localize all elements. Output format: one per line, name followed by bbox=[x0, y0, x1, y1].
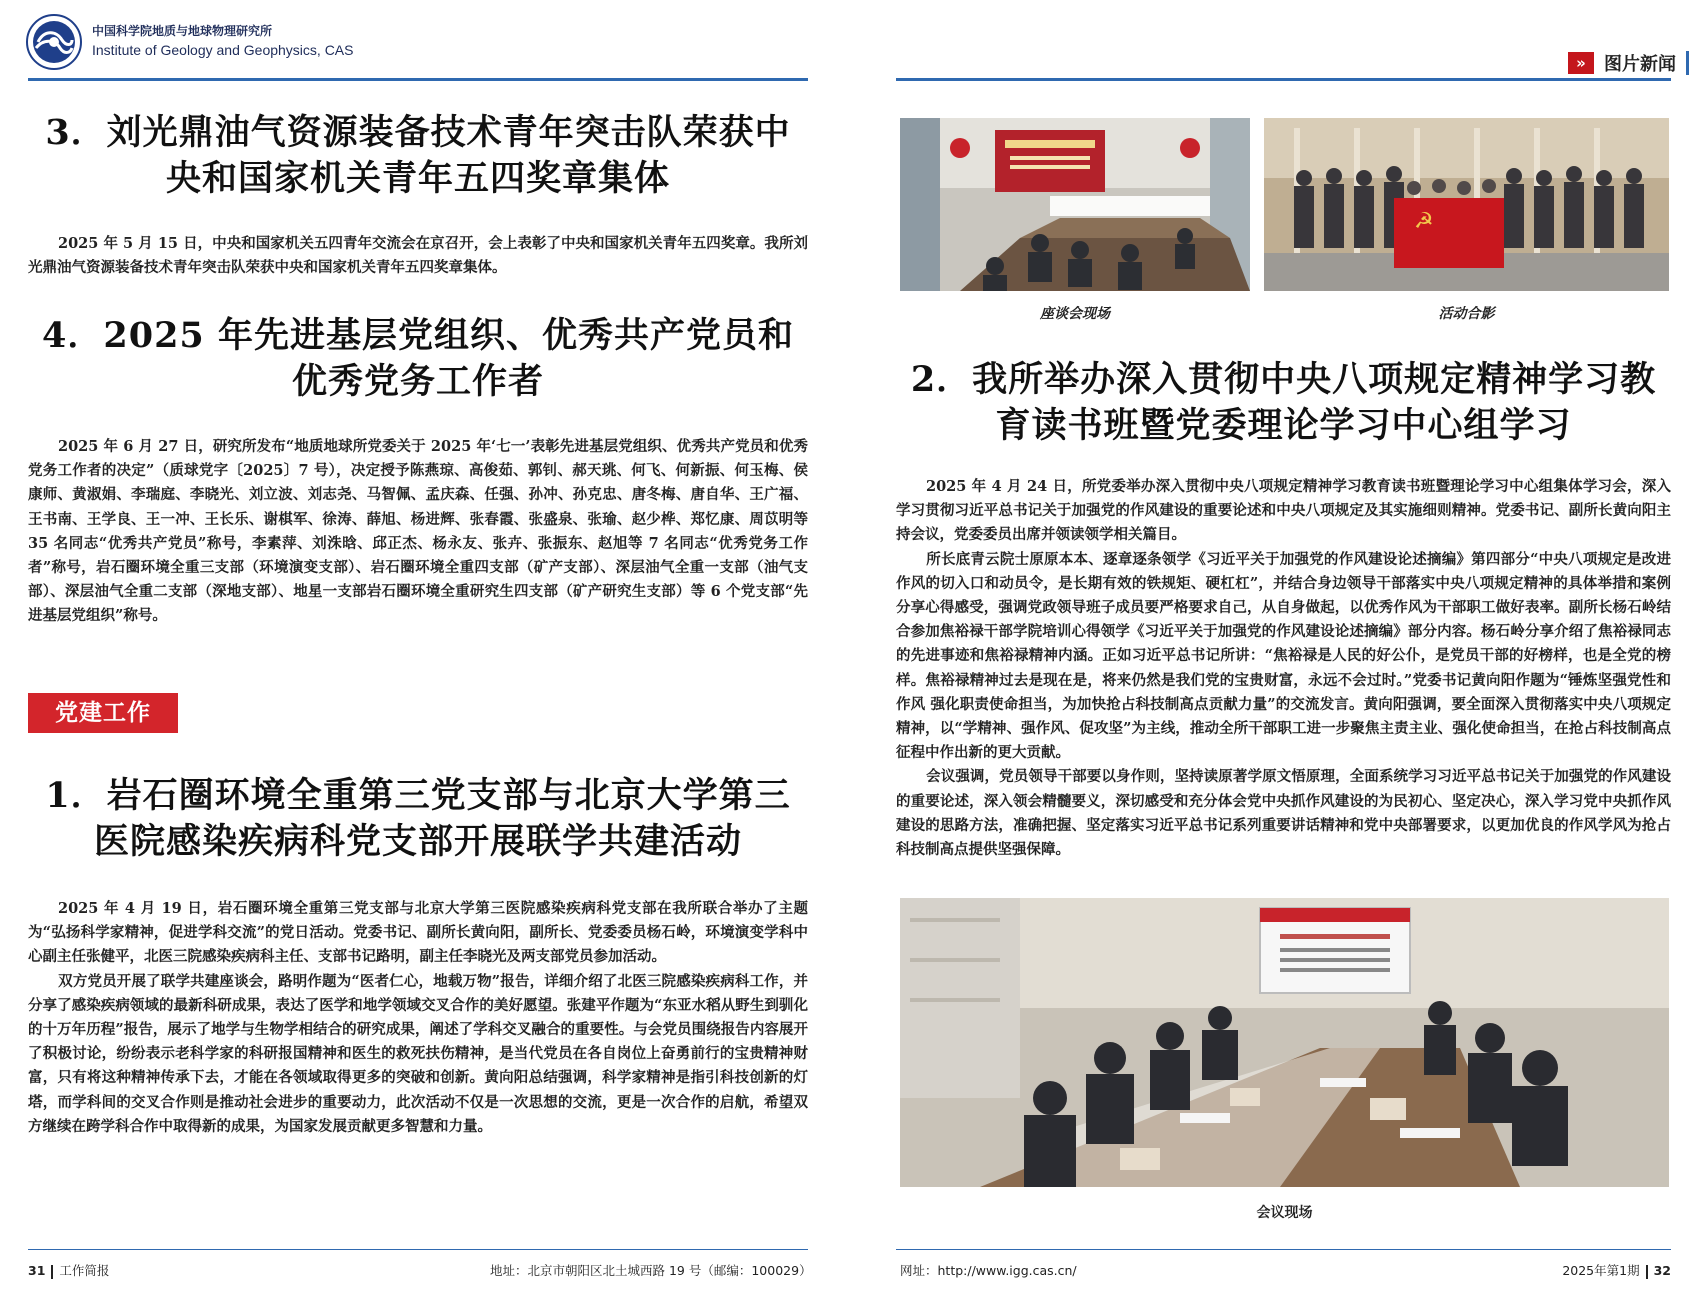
section-3-title-line2: 央和国家机关青年五四奖章集体 bbox=[165, 158, 670, 199]
group-photo-image bbox=[1264, 118, 1669, 291]
section-tag-bar bbox=[1686, 51, 1689, 75]
right-page bbox=[850, 0, 1700, 1298]
section-1-para2: 双方党员开展了联学共建座谈会，路明作题为“医者仁心，地载万物”报告，详细介绍了北医三院感染疾病科工作，并分享了感染疾病领域的最新科研成果，表达了医学和地学领域交叉合作的美好愿望。张建平作题为“东亚水稻从野生到驯化的十万年历程”报告，展示了地学与生物学相结合的研究成果，阐述了学科交叉融合的重要性。与会党员围绕报告内容展开了积极讨论，纷纷表示老科学家的科研报国精神和医生的救死扶伤精神，是当代党员在各自岗位上奋勇前行的宝贵精神财富，只有将这种精神传承下去，才能在各领域取得更多的突破和创新。黄向阳总结强调，科学家精神是指引科技创新的灯塔，而学科间的交叉合作则是推动社会进步的重要动力，此次活动不仅是一次思想的交流，更是一次合作的启航，希望双方继续在跨学科合作中取得新的成果，为国家发展贡献更多智慧和力量。 bbox=[28, 972, 808, 1135]
section-2-title-line1: 2．我所举办深入贯彻中央八项规定精神学习教 bbox=[910, 359, 1657, 400]
photo3-caption: 会议现场 bbox=[1256, 1205, 1313, 1221]
section-2-title-line2: 育读书班暨党委理论学习中心组学习 bbox=[995, 405, 1572, 446]
section-tag bbox=[1568, 50, 1689, 76]
footer-left-pub bbox=[28, 1261, 109, 1279]
section-3-title bbox=[28, 110, 808, 202]
section-1-body bbox=[28, 897, 808, 1139]
section-4-title-line2: 优秀党务工作者 bbox=[291, 361, 544, 402]
section-4-body bbox=[28, 435, 808, 629]
institute-name-en: Institute of Geology and Geophysics, CAS bbox=[92, 42, 354, 58]
header-rule bbox=[896, 78, 1671, 81]
section-1-title bbox=[28, 773, 808, 865]
footer-issue bbox=[1370, 1261, 1671, 1279]
photo-conference bbox=[900, 898, 1669, 1187]
section-4-title bbox=[28, 313, 808, 405]
photo1-caption: 座谈会现场 bbox=[1040, 306, 1110, 322]
party-building-badge: 党建工作 bbox=[28, 693, 178, 733]
section-tag-label: 图片新闻 bbox=[1604, 54, 1676, 75]
section-2-body bbox=[896, 475, 1671, 862]
footer-rule bbox=[896, 1249, 1671, 1250]
meeting-room-image bbox=[900, 118, 1250, 291]
section-2-title bbox=[896, 357, 1671, 449]
section-3-title-line1: 3．刘光鼎油气资源装备技术青年突击队荣获中 bbox=[45, 112, 791, 153]
section-2-para1: 2025 年 4 月 24 日，所党委举办深入贯彻中央八项规定精神学习教育读书班暨理论学习中心组集体学习会，深入学习贯彻习近平总书记关于加强党的作风建设的重要论述和中央八项规定及其实施细则精神。党委书记、副所长黄向阳主持会议，党委委员出席并领读领学相关篇目。 bbox=[896, 478, 1671, 544]
section-1-title-line1: 1．岩石圈环境全重第三党支部与北京大学第三 bbox=[45, 775, 791, 816]
photo-meeting-room bbox=[900, 118, 1250, 291]
photo-group bbox=[1264, 118, 1669, 291]
footer-rule bbox=[28, 1249, 808, 1250]
section-3-body bbox=[28, 232, 808, 280]
institute-logo-icon bbox=[26, 14, 82, 70]
section-3-body-text: 2025 年 5 月 15 日，中央和国家机关五四青年交流会在京召开，会上表彰了中央和国家机关青年五四奖章。我所刘光鼎油气资源装备技术青年突击队荣获中央和国家机关青年五四奖章集体。 bbox=[28, 235, 808, 277]
section-4-body-text: 2025 年 6 月 27 日，研究所发布“地质地球所党委关于 2025 年‘七一’表彰先进基层党组织、优秀共产党员和优秀党务工作者的决定”（质球党字〔2025〕7 号），决定授予陈燕琼、高俊茹、郭钊、郝天珧、何飞、何新振、何玉梅、侯康师、黄淑娟、李瑞庭、李晓光、刘立波、刘志尧、马智佩、孟庆森、任强、孙冲、孙克忠、唐冬梅、唐自华、王广福、王书南、王学良、王一冲、王长乐、谢棋军、徐涛、薛旭、杨进辉、张春霞、张盛泉、张瑜、赵少桦、郑忆康、周苡明等 35 名同志“优秀共产党员”称号，李素萍、刘洙晗、邱正杰、杨永友、张卉、张振东、赵旭等 7 名同志“优秀党务工作者”称号，岩石圈环境全重三支部（环境演变支部）、岩石圈环境全重四支部（矿产支部）、深层油气全重一支部（油气支部）、深层油气全重二支部（深地支部）、地星一支部岩石圈环境全重研究生四支部（矿产研究生支部）等 6 个党支部“先进基层党组织”称号。 bbox=[28, 438, 808, 625]
issue-label: 2025年第1期 bbox=[1562, 1263, 1640, 1278]
section-2-para3: 会议强调，党员领导干部要以身作则，坚持读原著学原文悟原理，全面系统学习习近平总书记关于加强党的作风建设的重要论述，深入领会精髓要义，深切感受和充分体会党中央抓作风建设的为民初心、坚定决心，深入学习党中央抓作风建设的思路方法，准确把握、坚定落实习近平总书记系列重要讲话精神和党中央部署要求，以更加优良的作风学风为抢占科技制高点提供坚强保障。 bbox=[896, 768, 1671, 859]
svg-text:☭: ☭ bbox=[1414, 209, 1434, 234]
section-1-para1: 2025 年 4 月 19 日，岩石圈环境全重第三党支部与北京大学第三医院感染疾病科党支部在我所联合举办了主题为“弘扬科学家精神，促进学科交流”的党日活动。党委书记、副所长黄向阳，副所长、党委委员杨石岭，环境演变学科中心副主任张健平，北医三院感染疾病科主任、支部书记路明，副主任李晓光及两支部党员参加活动。 bbox=[28, 900, 808, 966]
footer-website: 网址：http://www.igg.cas.cn/ bbox=[900, 1263, 1077, 1278]
photo2-caption: 活动合影 bbox=[1438, 306, 1495, 322]
page-number-right: 32 bbox=[1653, 1263, 1671, 1278]
page-number-left: 31 bbox=[28, 1263, 46, 1278]
section-2-para2: 所长底青云院士原原本本、逐章逐条领学《习近平关于加强党的作风建设论述摘编》第四部分“中央八项规定是改进作风的切入口和动员令，是长期有效的铁规矩、硬杠杠”，并结合身边领导干部落实中央八项规定精神的具体举措和案例分享心得感受，强调党政领导班子成员要严格要求自己，从自身做起，以优秀作风为干部职工做好表率。副所长杨石岭结合参加焦裕禄干部学院培训心得领学《习近平关于加强党的作风建设论述摘编》部分内容。杨石岭分享介绍了焦裕禄同志的先进事迹和焦裕禄精神内涵。正如习近平总书记所讲：“焦裕禄是人民的好公仆，是党员干部的好榜样，也是全党的榜样。焦裕禄精神过去是现在是，将来仍然是我们党的宝贵财富，永远不会过时。”党委书记黄向阳作题为“锤炼坚强党性和作风 强化职责使命担当，为加快抢占科技制高点贡献力量”的交流发言。黄向阳强调，要全面深入贯彻落实中央八项规定精神，以“学精神、强作风、促攻坚”为主线，推动全所干部职工进一步聚焦主责主业、强化使命担当，在抢占科技制高点征程中作出新的更大贡献。 bbox=[896, 550, 1671, 762]
double-chevron-icon: » bbox=[1568, 52, 1594, 74]
footer-address: 地址：北京市朝阳区北土城西路 19 号（邮编：100029） bbox=[490, 1263, 812, 1278]
institute-name-cn: 中国科学院地质与地球物理研究所 bbox=[92, 24, 273, 38]
section-4-title-line1: 4．2025 年先进基层党组织、优秀共产党员和 bbox=[42, 315, 794, 356]
publication-name: 工作简报 bbox=[59, 1263, 110, 1278]
conference-image bbox=[900, 898, 1669, 1187]
section-1-title-line2: 医院感染疾病科党支部开展联学共建活动 bbox=[93, 821, 742, 862]
header-rule bbox=[28, 78, 808, 81]
